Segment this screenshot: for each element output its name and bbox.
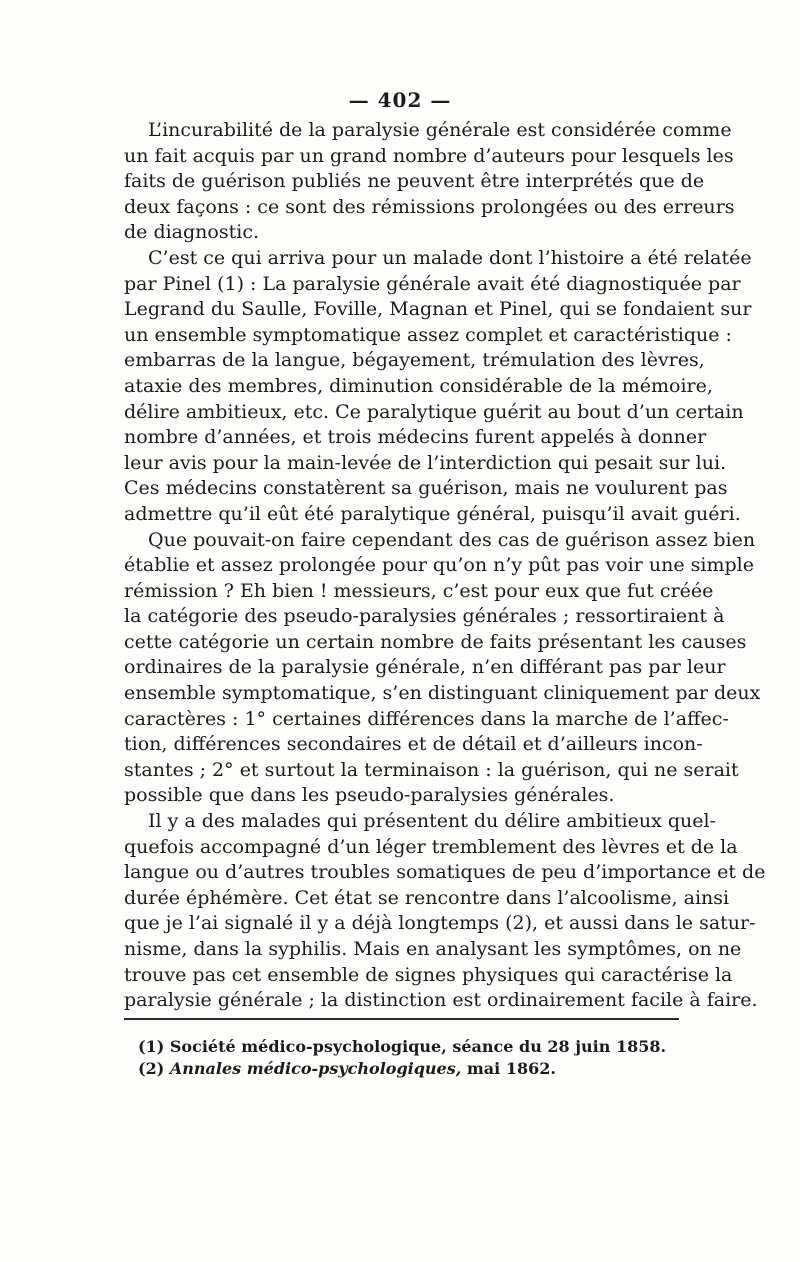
- text-line: cette catégorie un certain nombre de faits présentant les causes: [124, 630, 747, 653]
- text-line: possible que dans les pseudo-paralysies générales.: [124, 784, 615, 807]
- text-line: par Pinel (1) : La paralysie générale avait été diagnostiquée par: [124, 272, 741, 295]
- footnote-2-date: mai 1862.: [461, 1059, 556, 1078]
- footnote-2-journal: Annales médico-psychologiques,: [169, 1059, 462, 1078]
- text-line: stantes ; 2° et surtout la terminaison : la guérison, qui ne serait: [124, 758, 739, 781]
- text-line: ataxie des membres, diminution considérable de la mémoire,: [124, 374, 713, 397]
- footnote-2: [138, 1058, 678, 1080]
- footnotes: [138, 1036, 678, 1080]
- text-line: quefois accompagné d’un léger tremblement des lèvres et de la: [124, 835, 738, 858]
- text-line: de diagnostic.: [124, 221, 259, 244]
- body-text: [124, 118, 766, 1014]
- text-line: deux façons : ce sont des rémissions prolongées ou des erreurs: [124, 195, 735, 218]
- text-line: trouve pas cet ensemble de signes physiques qui caractérise la: [124, 963, 733, 986]
- text-line: Ces médecins constatèrent sa guérison, mais ne voulurent pas: [124, 477, 728, 500]
- text-line: leur avis pour la main-levée de l’interdiction qui pesait sur lui.: [124, 451, 727, 474]
- text-line: caractères : 1° certaines différences dans la marche de l’affec-: [124, 707, 729, 730]
- text-line: admettre qu’il eût été paralytique général, puisqu’il avait guéri.: [124, 502, 741, 525]
- page-number: — 402 —: [348, 88, 452, 112]
- text-line: Legrand du Saulle, Foville, Magnan et Pinel, qui se fondaient sur: [124, 298, 752, 321]
- text-line: que je l’ai signalé il y a déjà longtemps (2), et aussi dans le satur-: [124, 912, 756, 935]
- text-line: Que pouvait-on faire cependant des cas de guérison assez bien: [148, 528, 756, 551]
- text-line: rémission ? Eh bien ! messieurs, c’est pour eux que fut créée: [124, 579, 714, 602]
- text-line: un fait acquis par un grand nombre d’auteurs pour lesquels les: [124, 144, 734, 167]
- text-line: établie et assez prolongée pour qu’on n’y pût pas voir une simple: [124, 554, 754, 577]
- footnote-1: (1) Société médico-psychologique, séance du 28 juin 1858.: [138, 1037, 667, 1056]
- text-line: un ensemble symptomatique assez complet et caractéristique :: [124, 323, 732, 346]
- text-line: Il y a des malades qui présentent du délire ambitieux quel-: [148, 810, 716, 833]
- text-line: L’incurabilité de la paralysie générale est considérée comme: [148, 119, 732, 141]
- text-line: paralysie générale ; la distinction est ordinairement facile à faire.: [124, 989, 758, 1012]
- footnote-2-number: (2): [138, 1059, 170, 1078]
- footnote-divider: [124, 1018, 679, 1020]
- text-line: la catégorie des pseudo-paralysies générales ; ressortiraient à: [124, 605, 725, 628]
- text-line: ordinaires de la paralysie générale, n’en différant pas par leur: [124, 656, 726, 679]
- text-line: nombre d’années, et trois médecins furent appelés à donner: [124, 426, 707, 449]
- text-line: ensemble symptomatique, s’en distinguant cliniquement par deux: [124, 682, 761, 705]
- text-line: faits de guérison publiés ne peuvent être interprétés que de: [124, 170, 705, 193]
- text-line: langue ou d’autres troubles somatiques de peu d’importance et de: [124, 861, 766, 884]
- text-line: durée éphémère. Cet état se rencontre dans l’alcoolisme, ainsi: [124, 886, 730, 909]
- text-line: délire ambitieux, etc. Ce paralytique guérit au bout d’un certain: [124, 400, 744, 423]
- text-line: C’est ce qui arriva pour un malade dont l’histoire a été relatée: [148, 246, 752, 269]
- text-line: tion, différences secondaires et de détail et d’ailleurs incon-: [124, 733, 703, 756]
- text-line: embarras de la langue, bégayement, trémulation des lèvres,: [124, 349, 705, 372]
- text-line: nisme, dans la syphilis. Mais en analysant les symptômes, on ne: [124, 938, 742, 960]
